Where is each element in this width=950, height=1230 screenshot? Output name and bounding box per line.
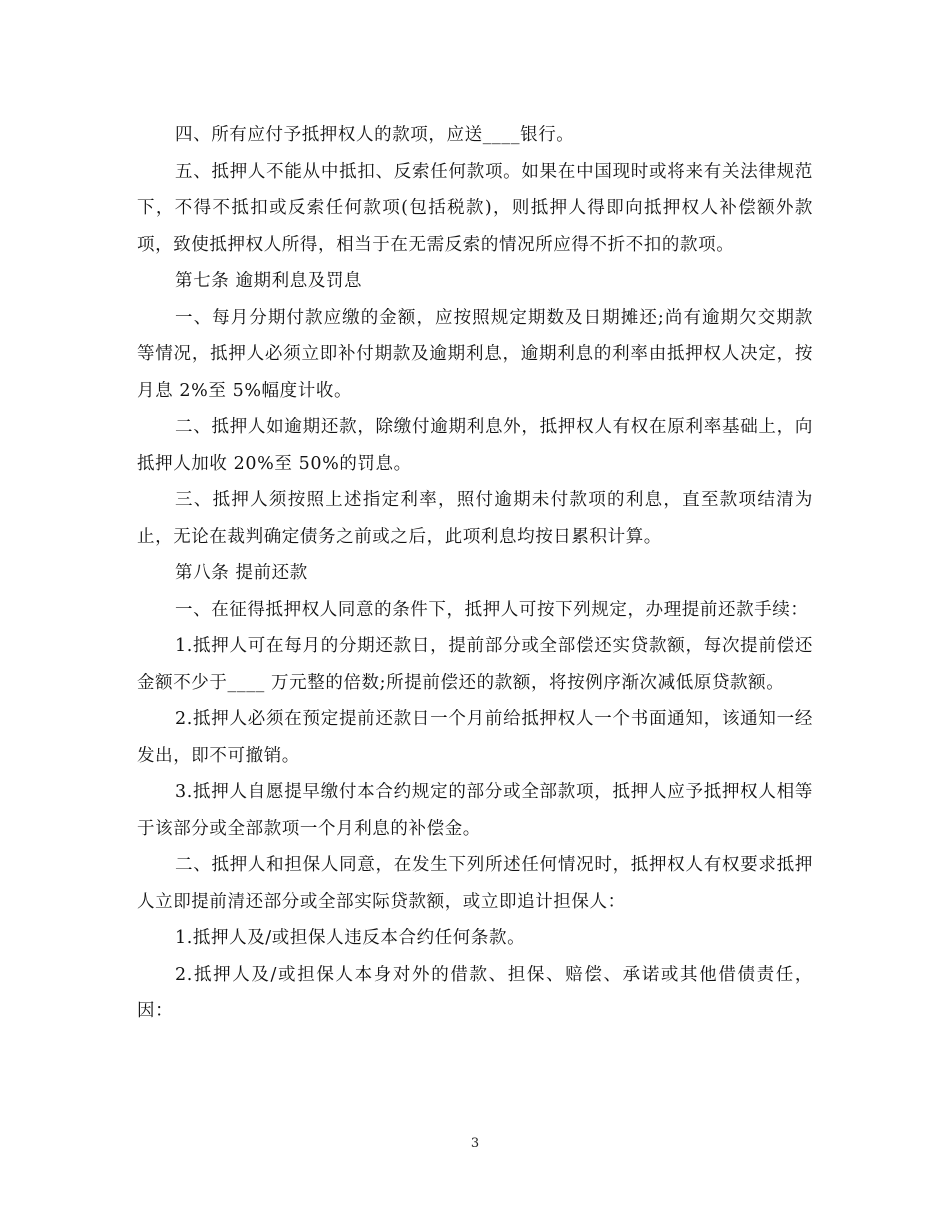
paragraph-no-deduction: 五、抵押人不能从中抵扣、反索任何款项。如果在中国现时或将来有关法律规范下，不得不抵扣或反索任何款项(包括税款)，则抵押人得即向抵押权人补偿额外款项，致使抵押权人所得，相当于在无需反索的情况所应得不折不扣的款项。 <box>137 161 813 255</box>
article-8-heading: 第八条 提前还款 <box>175 563 308 583</box>
paragraph-early-repayment-item-3: 3.抵押人自愿提早缴付本合约规定的部分或全部款项，抵押人应予抵押权人相等于该部分或全部款项一个月利息的补偿金。 <box>137 782 813 839</box>
document-body <box>137 117 813 1030</box>
paragraph-penalty-interest: 二、抵押人如逾期还款，除缴付逾期利息外，抵押权人有权在原利率基础上，向抵押人加收 20%至 50%的罚息。 <box>137 417 813 474</box>
paragraph-early-repayment-item-1: 1.抵押人可在每月的分期还款日，提前部分或全部偿还实贷款额，每次提前偿还金额不少于____ 万元整的倍数;所提前偿还的款额，将按例序渐次减低原贷款额。 <box>137 636 813 693</box>
paragraph-early-repayment-conditions: 一、在征得抵押权人同意的条件下，抵押人可按下列规定，办理提前还款手续： <box>175 599 809 620</box>
paragraph-payment-bank: 四、所有应付予抵押权人的款项，应送____银行。 <box>175 125 575 145</box>
paragraph-acceleration-clause: 二、抵押人和担保人同意，在发生下列所述任何情况时，抵押权人有权要求抵押人立即提前清还部分或全部实际贷款额，或立即追计担保人： <box>137 855 813 912</box>
paragraph-interest-accrual: 三、抵押人须按照上述指定利率，照付逾期未付款项的利息，直至款项结清为止，无论在裁判确定债务之前或之后，此项利息均按日累积计算。 <box>137 490 813 547</box>
paragraph-acceleration-item-2: 2.抵押人及/或担保人本身对外的借款、担保、赔偿、承诺或其他借债责任，因： <box>137 964 813 1021</box>
article-7-heading: 第七条 逾期利息及罚息 <box>175 271 363 291</box>
paragraph-acceleration-item-1: 1.抵押人及/或担保人违反本合约任何条款。 <box>175 928 526 948</box>
paragraph-early-repayment-item-2: 2.抵押人必须在预定提前还款日一个月前给抵押权人一个书面通知，该通知一经发出，即不可撤销。 <box>137 709 813 766</box>
page-number: 3 <box>470 1136 480 1151</box>
paragraph-overdue-interest: 一、每月分期付款应缴的金额，应按照规定期数及日期摊还;尚有逾期欠交期款等情况，抵押人必须立即补付期款及逾期利息，逾期利息的利率由抵押权人决定，按月息 2%至 5%幅度计收。 <box>137 307 813 401</box>
